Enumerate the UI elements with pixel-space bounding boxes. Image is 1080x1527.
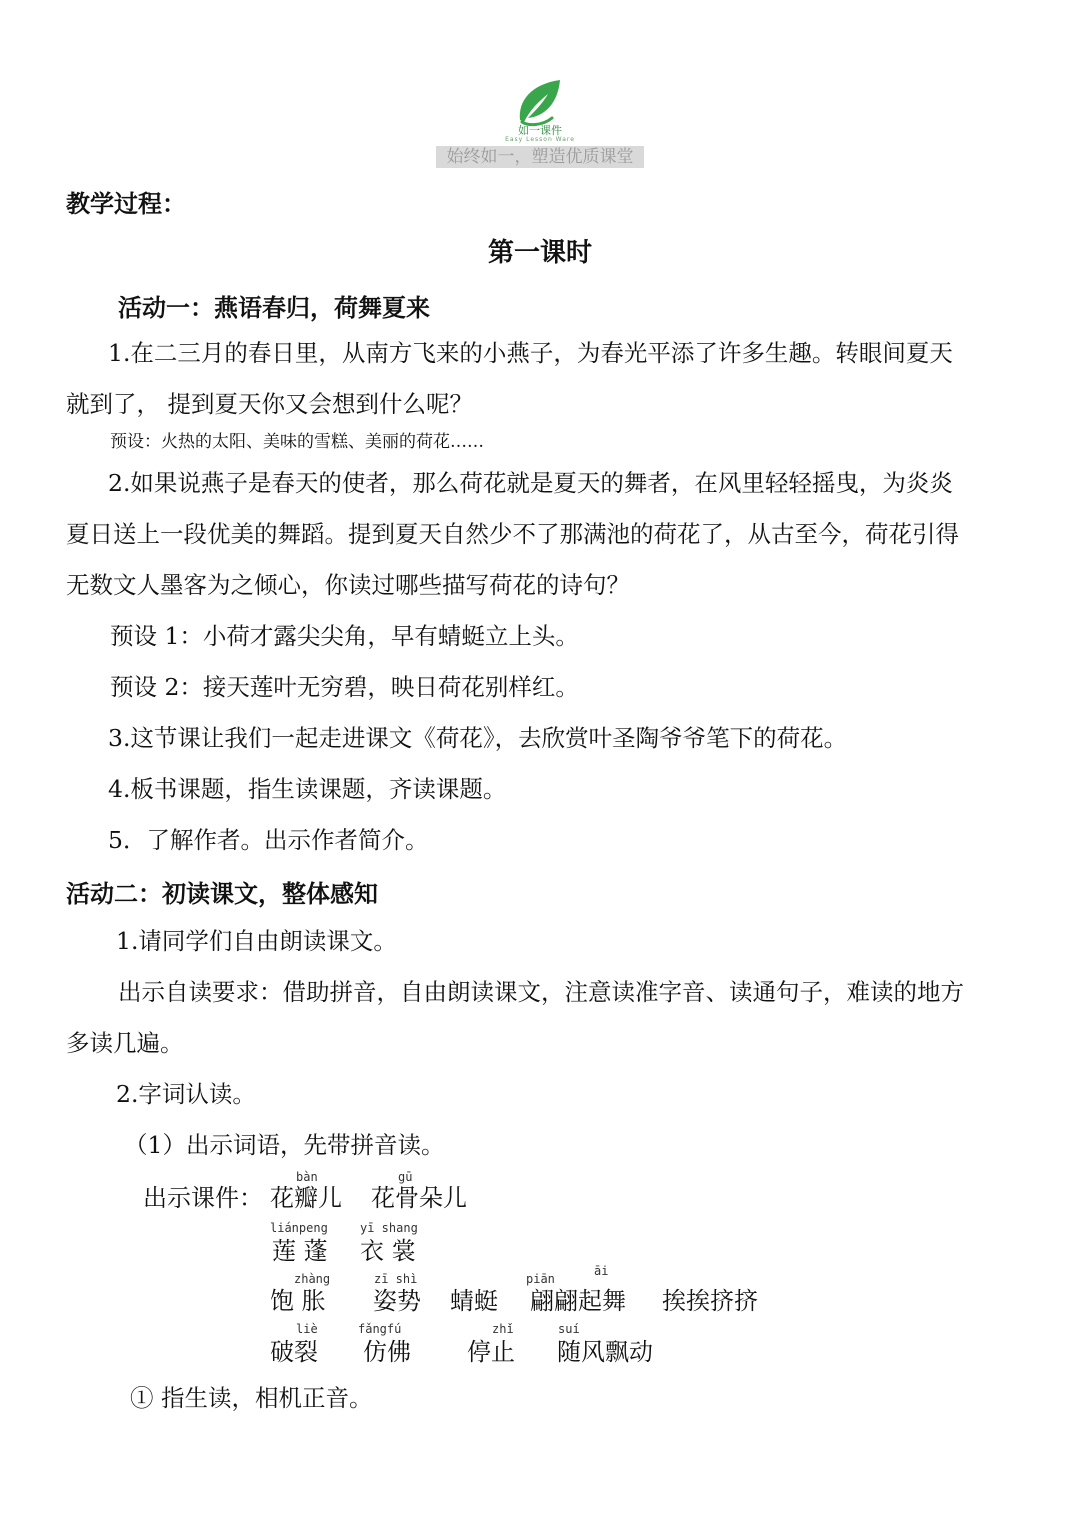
activity2-heading: 活动二：初读课文，整体感知 [66,879,378,908]
vocab-word: 花瓣儿 [270,1184,342,1212]
pinyin-sui: suí [558,1322,580,1336]
pinyin-gu: gū [398,1170,413,1184]
pinyin-yishang: yī shang [360,1221,418,1235]
a2-req-line1: 出示自读要求：借助拼音，自由朗读课文，注意读准字音、读通句子，难读的地方 [118,978,964,1006]
slogan-banner: 始终如一，塑造优质课堂 [436,146,644,168]
vocab-word: 花骨朵儿 [371,1184,467,1212]
vocab-word: 挨挨挤挤 [662,1287,758,1315]
a2-p2: 2.字词认读。 [116,1080,256,1108]
a1-p4: 4.板书课题，指生读课题，齐读课题。 [108,775,507,803]
vocab-word: 蜻蜓 [450,1287,498,1315]
vocab-word: 翩翩起舞 [530,1287,626,1315]
a1-p1-line1: 1.在二三月的春日里，从南方飞来的小燕子，为春光平添了许多生趣。转眼间夏天 [108,339,953,367]
pinyin-zishi: zī shì [374,1272,418,1286]
pinyin-ban: bàn [296,1170,318,1184]
a2-p1: 1.请同学们自由朗读课文。 [116,927,397,955]
a1-p1-line2: 就到了， 提到夏天你又会想到什么呢？ [66,390,473,418]
a1-p2-line2: 夏日送上一段优美的舞蹈。提到夏天自然少不了那满池的荷花了，从古至今，荷花引得 [66,520,959,548]
brand-name: 如一课件 [518,124,562,137]
pinyin-pian: piān [526,1272,555,1286]
process-heading: 教学过程： [66,189,186,218]
a2-circle1: ① 指生读，相机正音。 [130,1384,373,1412]
pinyin-ai: āi [594,1264,609,1278]
pinyin-zhang: zhàng [294,1272,331,1286]
a1-preset: 预设：火热的太阳、美味的雪糕、美丽的荷花…… [110,432,484,452]
a2-step1: （1）出示词语，先带拼音读。 [124,1131,445,1159]
a2-req-line2: 多读几遍。 [66,1029,184,1057]
a1-preset1: 预设 1：小荷才露尖尖角，早有蜻蜓立上头。 [110,622,579,650]
brand-subtitle: Easy Lesson Ware [505,136,575,143]
a1-p5: 5．了解作者。出示作者简介。 [108,826,429,854]
a1-p2-line3: 无数文人墨客为之倾心，你读过哪些描写荷花的诗句？ [66,571,630,599]
a1-p3: 3.这节课让我们一起走进课文《荷花》，去欣赏叶圣陶爷爷笔下的荷花。 [108,724,848,752]
lesson-title: 第一课时 [487,238,592,268]
vocab-word: 破裂 [270,1338,318,1366]
vocab-word: 仿佛 [363,1338,411,1366]
activity1-heading: 活动一：燕语春归，荷舞夏来 [118,293,430,322]
a1-preset2: 预设 2：接天莲叶无穷碧，映日荷花别样红。 [110,673,579,701]
pinyin-fangfu: fǎngfú [358,1322,402,1336]
vocab-word: 莲 蓬 [272,1237,328,1265]
vocab-word: 衣 裳 [360,1237,416,1265]
pinyin-lianpeng: liánpeng [270,1221,328,1235]
vocab-word: 姿势 [373,1287,421,1315]
vocab-word: 饱 胀 [270,1287,326,1315]
pinyin-zhi: zhǐ [492,1322,514,1336]
pinyin-lie: liè [296,1322,318,1336]
courseware-label: 出示课件： [143,1184,263,1212]
a1-p2-line1: 2.如果说燕子是春天的使者，那么荷花就是夏天的舞者，在风里轻轻摇曳，为炎炎 [108,469,953,497]
vocab-word: 随风飘动 [557,1338,653,1366]
vocab-word: 停止 [467,1338,515,1366]
